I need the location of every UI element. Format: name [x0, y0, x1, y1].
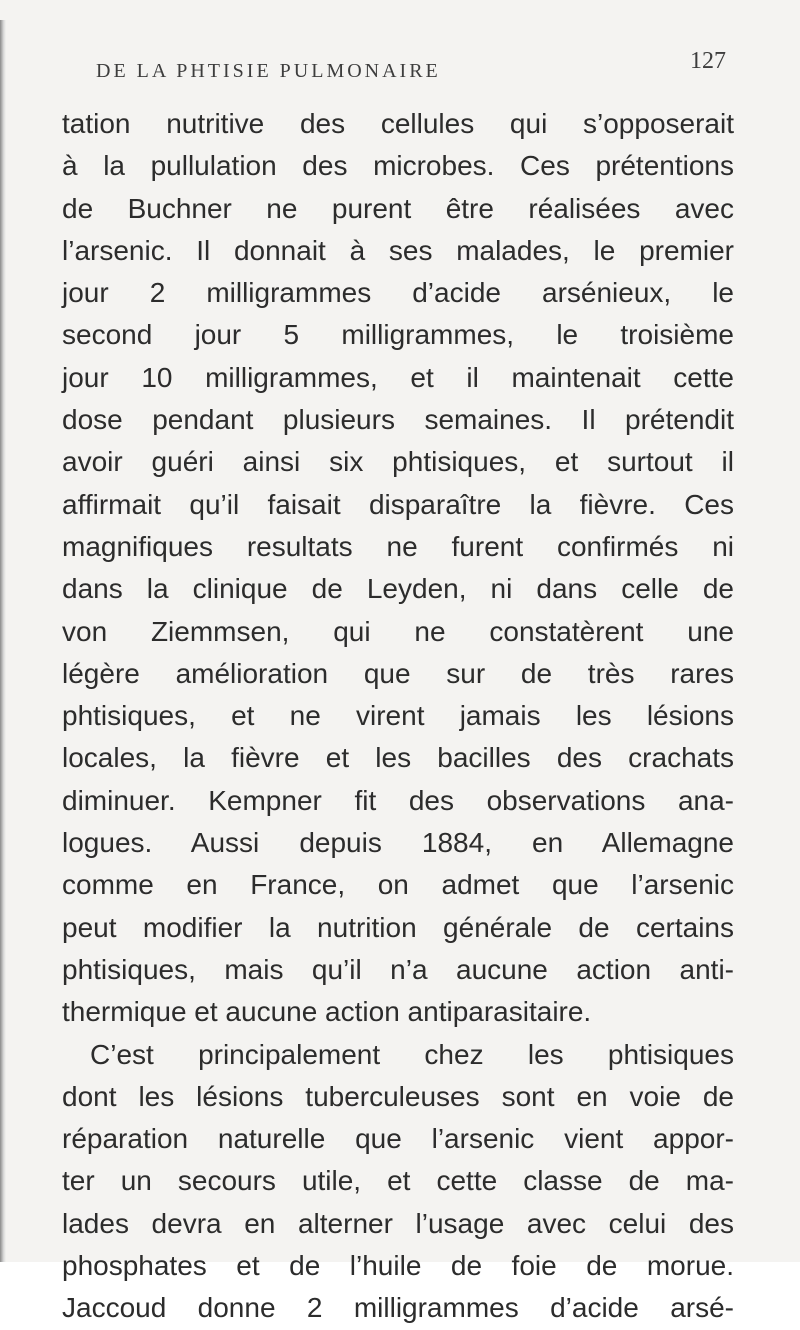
text-line: réparation naturelle que l’arsenic vient appor- [62, 1123, 734, 1155]
text-line: dans la clinique de Leyden, ni dans celle de [62, 573, 734, 605]
paragraph-end-line: thermique et aucune action antiparasitaire. [62, 996, 592, 1028]
text-line: phtisiques, mais qu’il n’a aucune action anti- [62, 953, 734, 985]
text-line: phosphates et de l’huile de foie de morue. [62, 1250, 734, 1282]
text-line: ter un secours utile, et cette classe de ma- [62, 1165, 734, 1197]
page-number: 127 [690, 48, 726, 74]
text-line: jour 10 milligrammes, et il maintenait cette [62, 361, 734, 393]
text-line: comme en France, on admet que l’arsenic [62, 869, 734, 901]
text-line: dose pendant plusieurs semaines. Il prétendit [62, 404, 734, 436]
text-line: à la pullulation des microbes. Ces prétentions [62, 150, 734, 182]
text-line: locales, la fièvre et les bacilles des crachats [62, 742, 734, 774]
page-header [96, 48, 726, 88]
text-line: von Ziemmsen, qui ne constatèrent une [62, 615, 734, 647]
text-line: Jaccoud donne 2 milligrammes d’acide arsé- [62, 1292, 734, 1324]
paragraph-start-line: C’est principalement chez les phtisiques [90, 1038, 734, 1070]
text-line: tation nutritive des cellules qui s’opposerait [62, 108, 734, 139]
text-line: dont les lésions tuberculeuses sont en voie de [62, 1080, 734, 1112]
text-line: légère amélioration que sur de très rares [62, 657, 734, 689]
text-line: l’arsenic. Il donnait à ses malades, le premier [62, 234, 734, 266]
text-line: peut modifier la nutrition générale de certains [62, 911, 734, 943]
text-line: avoir guéri ainsi six phtisiques, et surtout il [62, 446, 734, 478]
text-line: diminuer. Kempner fit des observations ana- [62, 784, 734, 816]
text-line: magnifiques resultats ne furent confirmés ni [62, 530, 734, 562]
text-line: second jour 5 milligrammes, le troisième [62, 319, 734, 351]
text-line: jour 2 milligrammes d’acide arsénieux, le [62, 277, 734, 309]
text-line: affirmait qu’il faisait disparaître la fièvre. Ces [62, 488, 734, 520]
page-edge-shadow [0, 20, 6, 1262]
body-text [62, 103, 734, 1330]
running-title: DE LA PHTISIE PULMONAIRE [96, 60, 441, 82]
text-line: phtisiques, et ne virent jamais les lésions [62, 700, 734, 732]
text-line: de Buchner ne purent être réalisées avec [62, 192, 734, 224]
text-line: lades devra en alterner l’usage avec celui des [62, 1207, 734, 1239]
text-line: logues. Aussi depuis 1884, en Allemagne [62, 827, 734, 859]
